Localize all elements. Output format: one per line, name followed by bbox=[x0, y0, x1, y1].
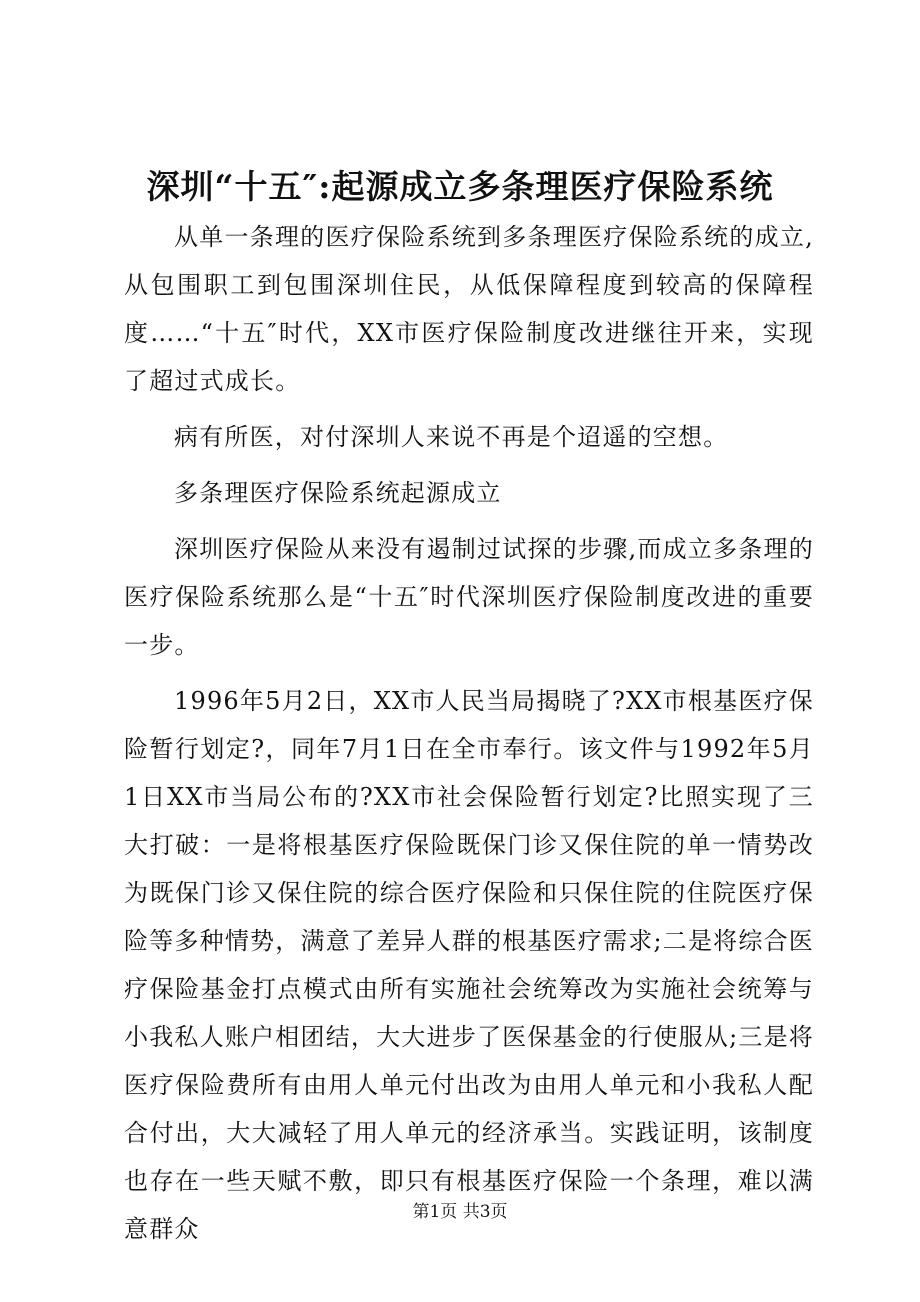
paragraph: 1996年5月2日，XX市人民当局揭晓了?XX市根基医疗保险暂行划定?，同年7月1日在全市奉行。该文件与1992年5月1日XX市当局公布的?XX市社会保险暂行划定?比照实现了三大打破：一是将根基医疗保险既保门诊又保住院的单一情势改为既保门诊又保住院的综合医疗保险和只保住院的住院医疗保险等多种情势，满意了差异人群的根基医疗需求;二是将综合医疗保险基金打点模式由所有实施社会统筹改为实施社会统筹与小我私人账户相团结，大大进步了医保基金的行使服从;三是将医疗保险费所有由用人单元付出改为由用人单元和小我私人配合付出，大大减轻了用人单元的经济承当。实践证明，该制度也存在一些天赋不敷，即只有根基医疗保险一个条理，难以满意群众 bbox=[124, 687, 814, 1243]
document-title: 深圳“十五″:起源成立多条理医疗保险系统 bbox=[146, 167, 774, 206]
page-number-footer: 第1页 共3页 bbox=[412, 1202, 508, 1222]
paragraph: 从单一条理的医疗保险系统到多条理医疗保险系统的成立,从包围职工到包围深圳住民，从低保障程度到较高的保障程度……“十五″时代，XX市医疗保险制度改进继往开来，实现了超过式成长。 bbox=[124, 223, 814, 395]
section-heading: 多条理医疗保险系统起源成立 bbox=[174, 479, 502, 507]
document-body bbox=[124, 213, 814, 1261]
paragraph: 病有所医，对付深圳人来说不再是个迢遥的空想。 bbox=[174, 423, 729, 451]
paragraph: 深圳医疗保险从来没有遏制过试探的步骤,而成立多条理的医疗保险系统那么是“十五″时代深圳医疗保险制度改进的重要一步。 bbox=[124, 535, 814, 659]
